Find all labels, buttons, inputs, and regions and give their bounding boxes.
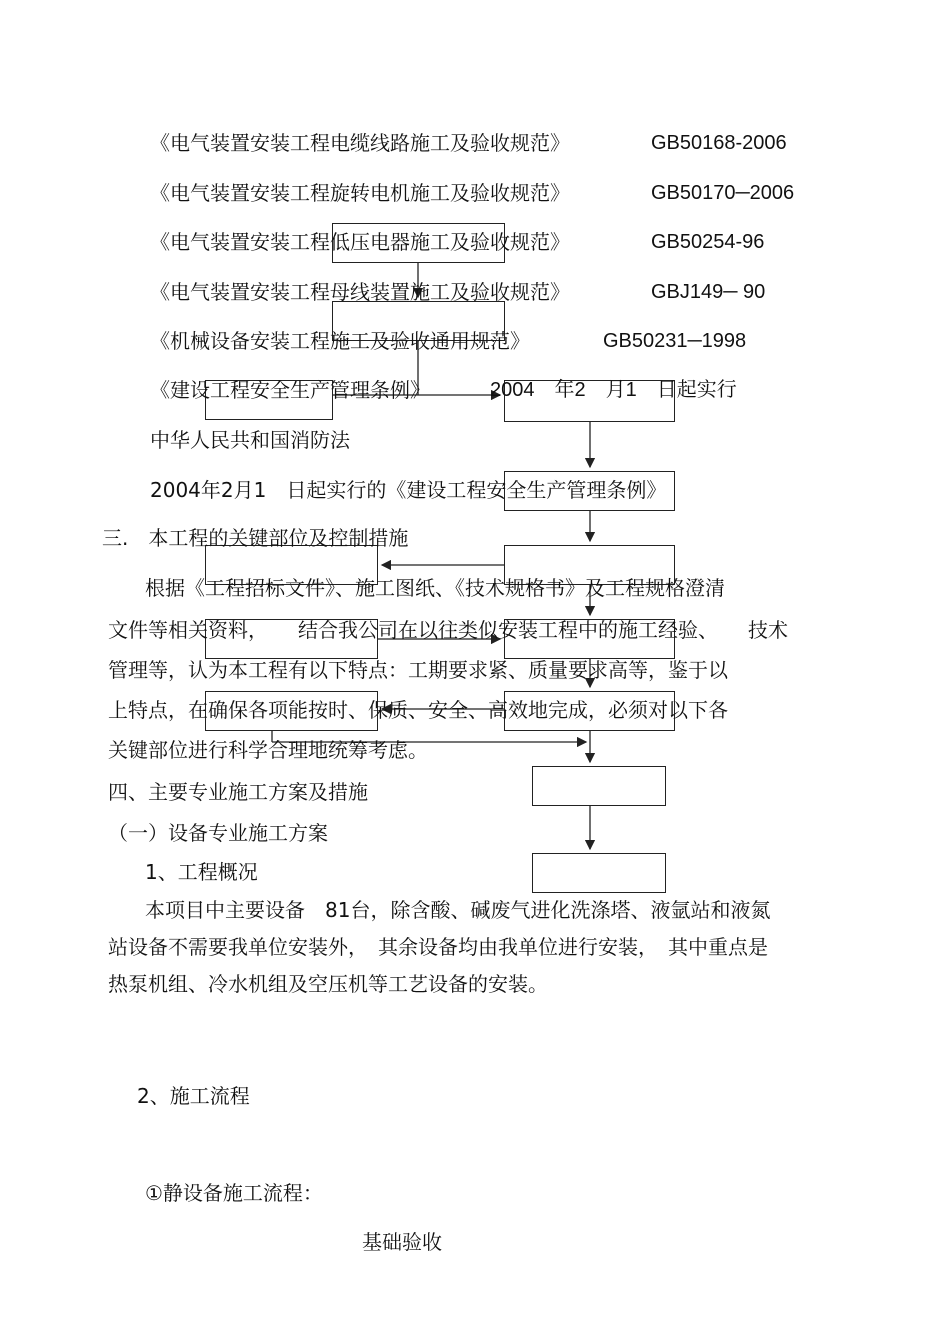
standard-code-1: GB50168-2006 [651,132,787,154]
section3-para-line-3: 管理等，认为本工程有以下特点：工期要求紧、质量要求高等，鉴于以 [108,658,728,682]
section3-para-line-2: 文件等相关资料， 结合我公司在以往类似安装工程中的施工经验、 技术 [108,618,788,642]
standard-title-2: 《电气装置安装工程旋转电机施工及验收规范》 [150,181,570,205]
flow-first-step: 基础验收 [362,1230,442,1254]
standard-title-1: 《电气装置安装工程电缆线路施工及验收规范》 [150,131,570,155]
standard-title-5: 《机械设备安装工程施工及验收通用规范》 [150,329,530,353]
section3-heading: 三. 本工程的关键部位及控制措施 [102,526,409,550]
section3-para-line-1: 根据《工程招标文件》、施工图纸、《技术规格书》及工程规格澄清 [145,576,725,600]
standard-code-3: GB50254-96 [651,231,765,253]
section4-item2-heading: 2、施工流程 [137,1084,250,1108]
section4-para-line-2: 站设备不需要我单位安装外， 其余设备均由我单位进行安装， 其中重点是 [108,935,768,959]
section3-para-line-4: 上特点，在确保各项能按时、保质、安全、高效地完成，必须对以下各 [108,698,728,722]
section3-para-line-5: 关键部位进行科学合理地统筹考虑。 [108,738,428,762]
section4-para-line-1: 本项目中主要设备 81台，除含酸、碱废气进化洗涤塔、液氩站和液氮 [145,898,771,922]
standard-title-4: 《电气装置安装工程母线装置施工及验收规范》 [150,280,570,304]
standard-code-6: 2004 年2 月1 日起实行 [490,379,737,401]
section4-heading: 四、主要专业施工方案及措施 [108,780,368,804]
regulation-line: 2004年2月1 日起实行的《建设工程安全生产管理条例》 [150,478,667,502]
section4-item1-heading: 1、工程概况 [145,860,258,884]
standard-code-4: GBJ149─ 90 [651,281,766,303]
section4-sub1-heading: （一）设备专业施工方案 [108,821,328,845]
standard-title-6: 《建设工程安全生产管理条例》 [150,378,430,402]
standard-code-2: GB50170─2006 [651,182,795,204]
section4-para-line-3: 热泵机组、冷水机组及空压机等工艺设备的安装。 [108,972,548,996]
standard-title-3: 《电气装置安装工程低压电器施工及验收规范》 [150,230,570,254]
fire-law-line: 中华人民共和国消防法 [150,428,350,452]
standard-code-5: GB50231─1998 [603,330,747,352]
flow-title: ①静设备施工流程： [145,1181,323,1205]
